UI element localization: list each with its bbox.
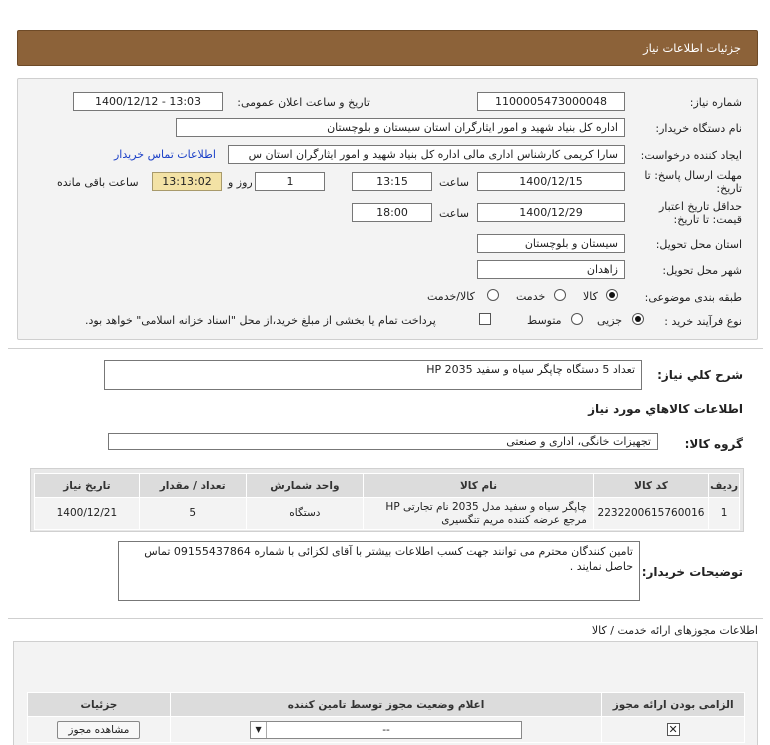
treasury-payment-note: پرداخت تمام یا بخشی از مبلغ خرید،از محل "اسناد خزانه اسلامی" خواهد بود. [85, 314, 436, 327]
requester-label: ایجاد کننده درخواست: [640, 149, 742, 162]
category-service-label: خدمت [516, 290, 546, 303]
col-code: کد کالا [593, 474, 708, 498]
view-license-button[interactable]: مشاهده مجوز [57, 721, 140, 739]
category-label: طبقه بندی موضوعی: [644, 291, 742, 304]
process-label: نوع فرآیند خرید : [664, 315, 742, 328]
page-title: جزئیات اطلاعات نیاز [643, 41, 741, 55]
validity-label-2: قیمت: تا تاریخ: [673, 213, 742, 226]
contact-buyer-link[interactable]: اطلاعات تماس خریدار [114, 148, 216, 161]
cell-required [602, 717, 745, 743]
cell-unit: دستگاه [246, 498, 364, 530]
goods-group-label: گروه کالا: [684, 437, 743, 451]
cell-name: چاپگر سیاه و سفید مدل 2035 نام تجارتی HP مرجع عرضه کننده مریم تنگسیری [364, 498, 594, 530]
buyer-org-label: نام دستگاه خریدار: [655, 122, 742, 135]
days-label: روز و [228, 176, 253, 189]
buyer-org-field: اداره کل بنیاد شهید و امور ایثارگران استان سیستان و بلوچستان [176, 118, 625, 137]
items-table-header [35, 474, 740, 498]
category-goods-label: کالا [583, 290, 598, 303]
remaining-label: ساعت باقی مانده [57, 176, 139, 189]
buyer-notes-field: تامین کنندگان محترم می توانند جهت کسب اطلاعات بیشتر با آقای لکزائی با شماره 09155437864 تماس حاصل نمایند . [118, 541, 640, 601]
city-label: شهر محل تحویل: [662, 264, 742, 277]
validity-label: حداقل تاریخ اعتبار [658, 200, 742, 213]
cell-qty: 5 [139, 498, 246, 530]
requester-field: سارا کریمی کارشناس اداری مالی اداره کل بنیاد شهید و امور ایثارگران استان س [228, 145, 625, 164]
process-medium-label: متوسط [527, 314, 562, 327]
page-header [17, 30, 758, 66]
table-row [35, 498, 740, 530]
buyer-notes-label: توضیحات خریدار: [641, 565, 743, 579]
summary-label: شرح کلي نياز: [657, 368, 743, 382]
deadline-date-field: 1400/12/15 [477, 172, 625, 191]
summary-field: تعداد 5 دستگاه چاپگر سیاه و سفید HP 2035 [104, 360, 642, 390]
licenses-section-title: اطلاعات مجوزهای ارائه خدمت / کالا [591, 624, 758, 637]
col-status: اعلام وضعیت مجوز توسط تامین کننده [170, 693, 602, 717]
deadline-label-2: تاریخ: [716, 182, 742, 195]
deadline-label: مهلت ارسال پاسخ: تا [644, 169, 742, 182]
col-name: نام کالا [364, 474, 594, 498]
licenses-table-header [28, 693, 745, 717]
category-both-radio[interactable] [487, 289, 499, 301]
required-check-icon: ✕ [668, 723, 678, 736]
divider [8, 348, 763, 349]
need-number-label: شماره نیاز: [689, 96, 742, 109]
deadline-time-label: ساعت [439, 176, 469, 189]
license-status-select[interactable] [250, 721, 522, 739]
process-minor-label: جزیی [597, 314, 623, 327]
col-details: جزئیات [28, 693, 171, 717]
deadline-time-field: 13:15 [352, 172, 432, 191]
province-field: سیستان و بلوچستان [477, 234, 625, 253]
validity-date-field: 1400/12/29 [477, 203, 625, 222]
licenses-table [27, 692, 745, 743]
goods-group-field: تجهیزات خانگی، اداری و صنعتی [108, 433, 658, 450]
col-unit: واحد شمارش [246, 474, 364, 498]
validity-time-label: ساعت [439, 207, 469, 220]
city-field: زاهدان [477, 260, 625, 279]
announce-field: 1400/12/12 - 13:03 [73, 92, 223, 111]
col-row: ردیف [709, 474, 740, 498]
license-status-value: -- [382, 723, 390, 736]
col-qty: تعداد / مقدار [139, 474, 246, 498]
announce-label: تاریخ و ساعت اعلان عمومی: [237, 96, 370, 109]
table-row [28, 717, 745, 743]
category-both-label: کالا/خدمت [427, 290, 475, 303]
cell-details [28, 717, 171, 743]
divider [8, 618, 763, 619]
days-field: 1 [255, 172, 325, 191]
cell-date: 1400/12/21 [35, 498, 140, 530]
validity-time-field: 18:00 [352, 203, 432, 222]
province-label: استان محل تحویل: [655, 238, 742, 251]
cell-status [170, 717, 602, 743]
col-required: الزامی بودن ارائه مجوز [602, 693, 745, 717]
category-service-radio[interactable] [554, 289, 566, 301]
need-number-field: 1100005473000048 [477, 92, 625, 111]
items-table [34, 473, 740, 530]
cell-row: 1 [709, 498, 740, 530]
treasury-payment-checkbox[interactable] [479, 313, 491, 325]
chevron-down-icon: ▼ [251, 722, 267, 738]
remaining-time-field: 13:13:02 [152, 172, 222, 191]
cell-code: 2232200615760016 [593, 498, 708, 530]
process-minor-radio[interactable] [632, 313, 644, 325]
col-date: تاریخ نیاز [35, 474, 140, 498]
category-goods-radio[interactable] [606, 289, 618, 301]
goods-section-title: اطلاعات کالاهاي مورد نياز [588, 402, 743, 416]
process-medium-radio[interactable] [571, 313, 583, 325]
